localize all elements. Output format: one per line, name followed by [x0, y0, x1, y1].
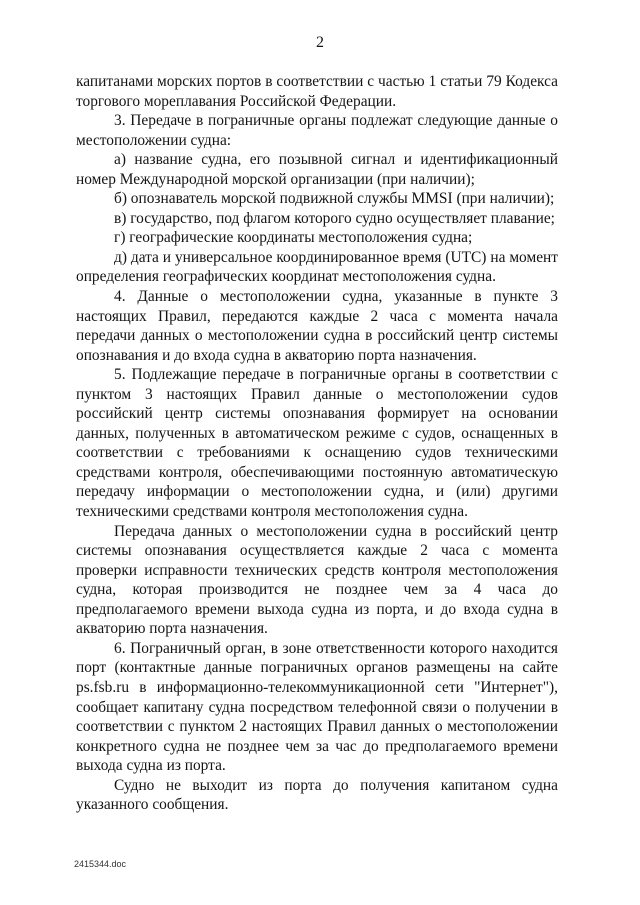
document-footer-filename: 2415344.doc [74, 859, 127, 869]
document-body [76, 72, 558, 815]
paragraph-item-5-transfer: Передача данных о местоположении судна в российский центр системы опознавания осуществляется каждые 2 часа с момента проверки исправности технических средств контроля местоположения судна, которая производится не позднее чем за 4 часа до предполагаемого времени выхода судна из порта, и до входа судна в акваторию порта назначения. [76, 522, 558, 638]
paragraph-subitem-v: в) государство, под флагом которого судно осуществляет плавание; [114, 209, 555, 227]
page-number: 2 [316, 34, 324, 51]
paragraph-item-6-vessel: Судно не выходит из порта до получения капитаном судна указанного сообщения. [76, 776, 558, 814]
paragraph-continuation: капитанами морских портов в соответствии с частью 1 статьи 79 Кодекса торгового мореплавания Российской Федерации. [76, 73, 558, 110]
paragraph-subitem-d: д) дата и универсальное координированное время (UTC) на момент определения географических координат местоположения судна. [76, 248, 558, 286]
paragraph-subitem-b: б) опознаватель морской подвижной службы MMSI (при наличии); [114, 190, 555, 208]
paragraph-subitem-a: а) название судна, его позывной сигнал и идентификационный номер Международной морской организации (при наличии); [76, 151, 558, 188]
paragraph-subitem-g: г) географические координаты местоположения судна; [114, 229, 473, 247]
paragraph-item-6: 6. Пограничный орган, в зоне ответственности которого находится порт (контактные данные пограничных органов размещены на сайте ps.fsb.ru в информационно-телекоммуникационной сети "Интернет"), сообщает капитану судна посредством телефонной связи о получении в соответствии с пунктом 2 настоящих Правил данных о местоположении конкретного судна не позднее чем за час до предполагаемого времени выхода судна из порта. [76, 639, 558, 775]
paragraph-item-5: 5. Подлежащие передаче в пограничные органы в соответствии с пунктом 3 настоящих Правил данные о местоположении судов российский центр системы опознавания формирует на основании данных, полученных в автоматическом режиме с судов, оснащенных в соответствии с требованиями к оснащению судов техническими средствами контроля, обеспечивающими постоянную автоматическую передачу информации о местоположении судна, и (или) другими техническими средствами контроля местоположения судна. [76, 366, 558, 521]
paragraph-item-4: 4. Данные о местоположении судна, указанные в пункте 3 настоящих Правил, передаются каждые 2 часа с момента начала передачи данных о местоположении судна в российский центр системы опознавания и до входа судна в акваторию порта назначения. [76, 288, 558, 364]
paragraph-item-3: 3. Передаче в пограничные органы подлежат следующие данные о местоположении судна: [76, 112, 558, 149]
